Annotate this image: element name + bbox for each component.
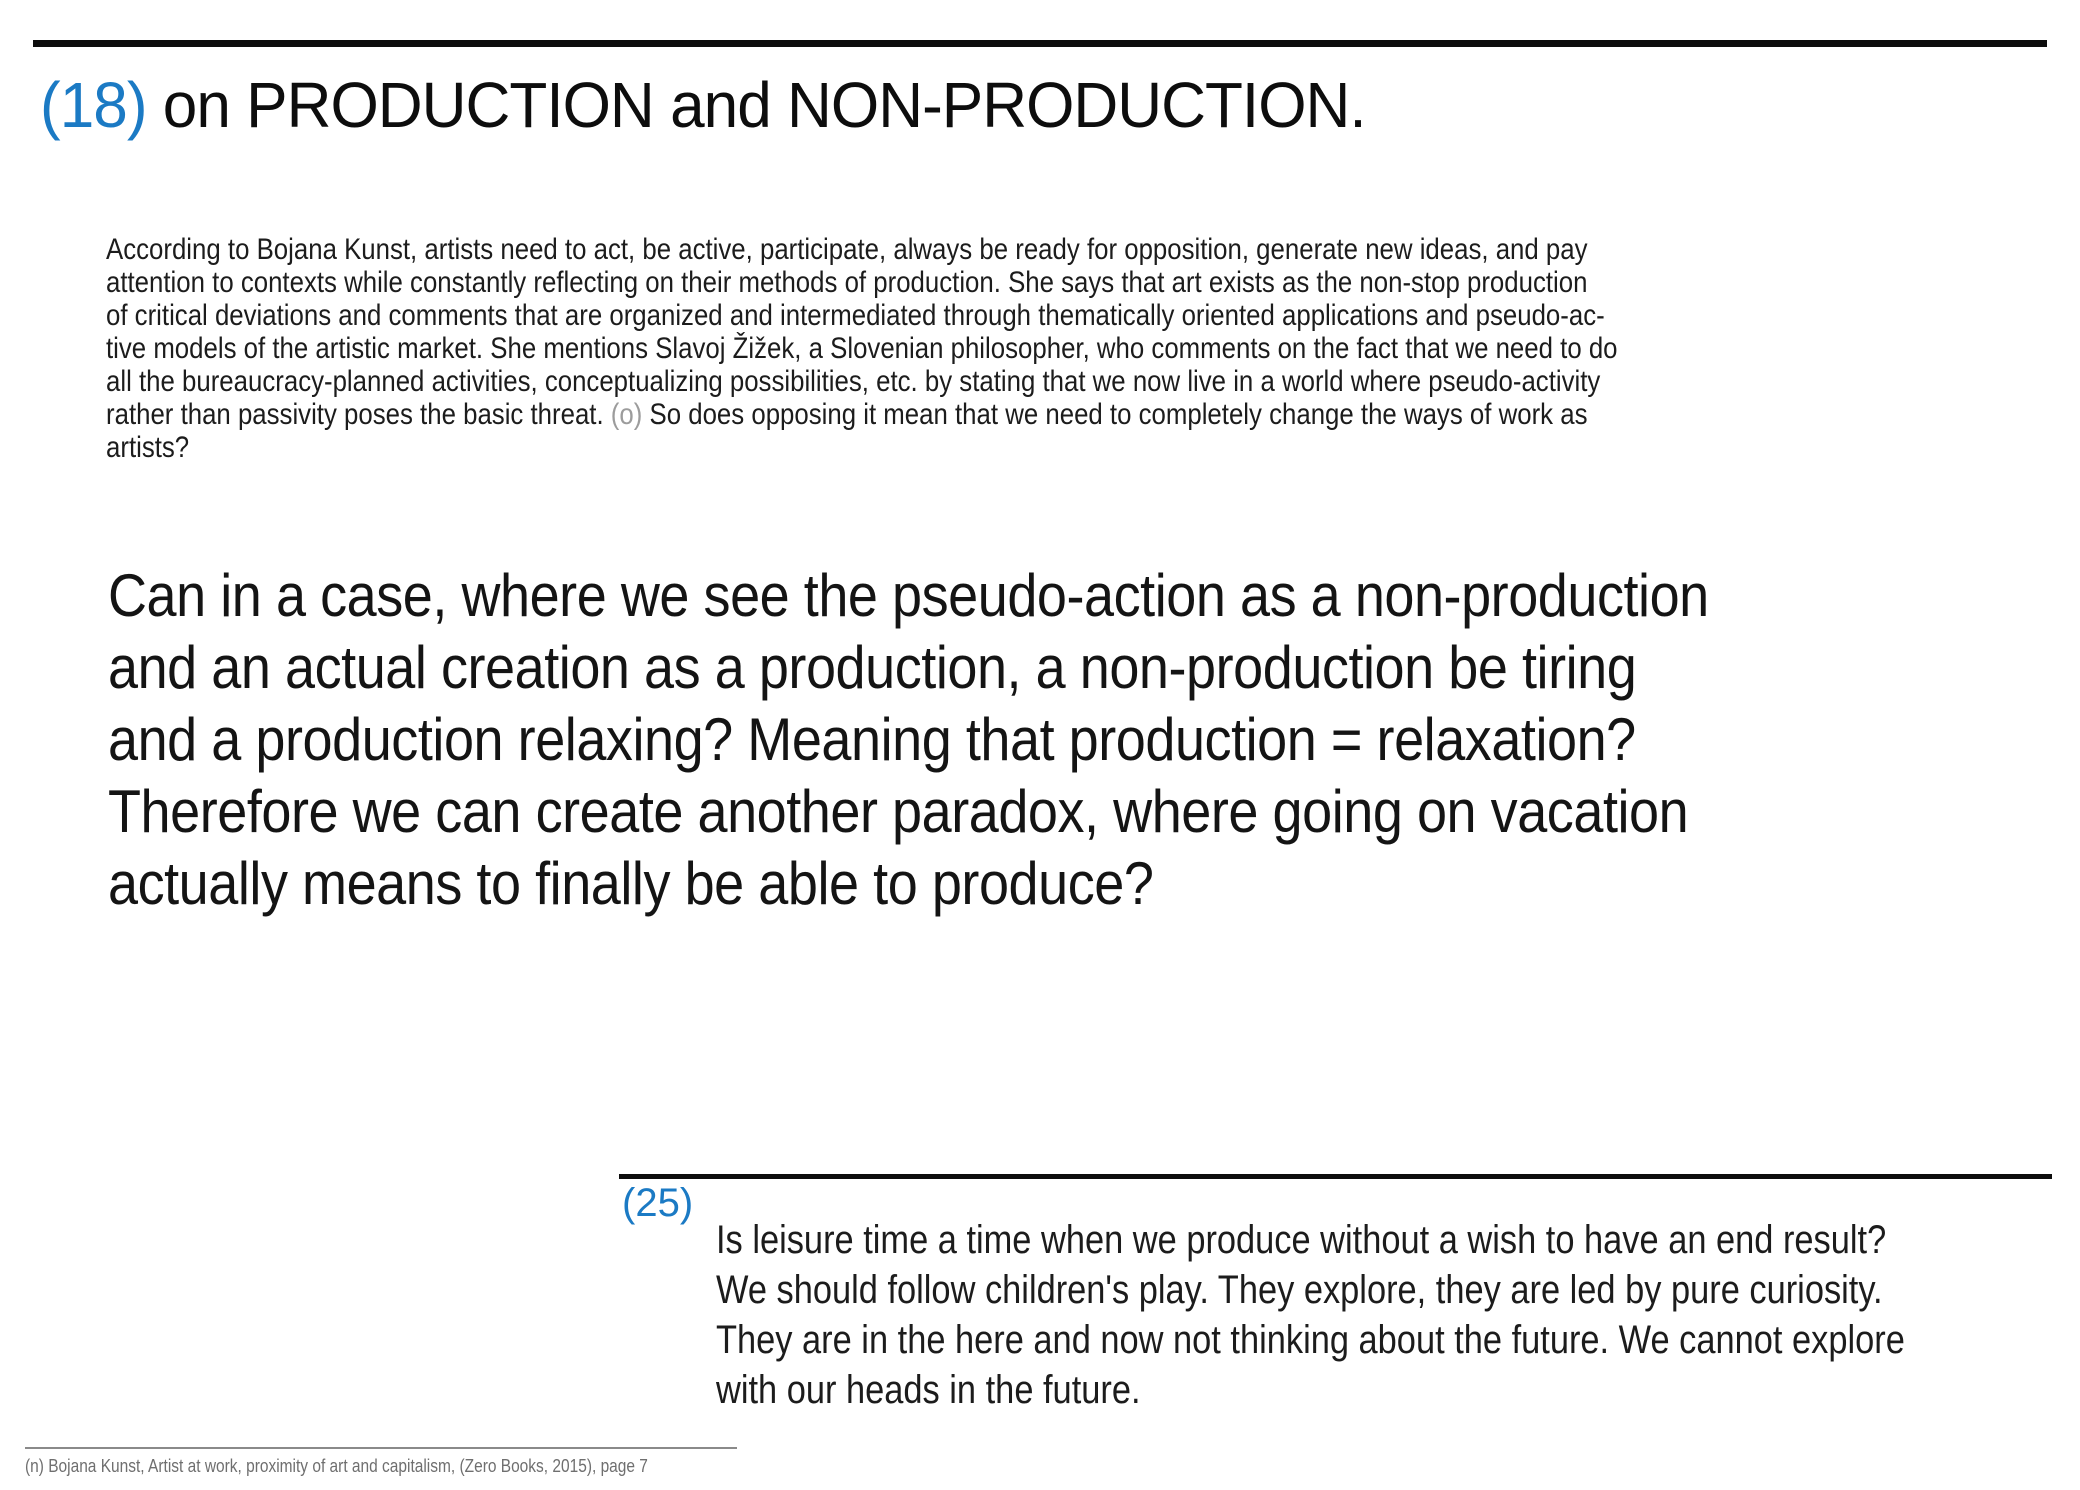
footnote-marker-o: (o) (610, 398, 643, 431)
leisure-line: We should follow children's play. They explore, they are led by pure curiosity. (716, 1268, 1883, 1312)
page-title-text: on PRODUCTION and NON-PRODUCTION. (162, 69, 1366, 141)
intro-paragraph (106, 233, 1618, 464)
intro-line6-post: So does opposing it mean that we need to completely change the ways of work as (642, 398, 1588, 431)
intro-line: According to Bojana Kunst, artists need to act, be active, participate, always be ready for opposition, generate new ideas, and pay (106, 233, 1588, 266)
footnote-rule (25, 1447, 737, 1449)
intro-line: artists? (106, 431, 190, 464)
top-rule (33, 40, 2047, 47)
intro-line: tive models of the artistic market. She mentions Slavoj Žižek, a Slovenian philosopher, who comments on the fact that we need to do (106, 332, 1618, 365)
leisure-line: Is leisure time a time when we produce without a wish to have an end result? (716, 1218, 1887, 1262)
main-question (108, 560, 1709, 920)
footnote-citation: (n) Bojana Kunst, Artist at work, proximity of art and capitalism, (Zero Books, 2015), page 7 (25, 1456, 648, 1476)
section-number-25: (25) (622, 1181, 694, 1225)
page-title (40, 67, 1366, 143)
leisure-line: with our heads in the future. (716, 1368, 1141, 1412)
intro-line: all the bureaucracy-planned activities, conceptualizing possibilities, etc. by stating that we now live in a world where pseudo-activity (106, 365, 1601, 398)
intro-line (106, 398, 1618, 431)
question-line: Therefore we can create another paradox, where going on vacation (108, 778, 1689, 845)
question-line: and an actual creation as a production, a non-production be tiring (108, 634, 1637, 701)
question-line: and a production relaxing? Meaning that production = relaxation? (108, 706, 1636, 773)
question-line: Can in a case, where we see the pseudo-action as a non-production (108, 562, 1709, 629)
leisure-paragraph (716, 1215, 1905, 1415)
section-rule (619, 1174, 2052, 1179)
question-line: actually means to finally be able to produce? (108, 850, 1154, 917)
leisure-line: They are in the here and now not thinking about the future. We cannot explore (716, 1318, 1905, 1362)
intro-line: of critical deviations and comments that are organized and intermediated through thematically oriented applications and pseudo-ac- (106, 299, 1605, 332)
section-number-18: (18) (40, 69, 147, 141)
intro-line6-pre: rather than passivity poses the basic threat. (106, 398, 611, 431)
intro-line: attention to contexts while constantly reflecting on their methods of production. She says that art exists as the non-stop production (106, 266, 1588, 299)
